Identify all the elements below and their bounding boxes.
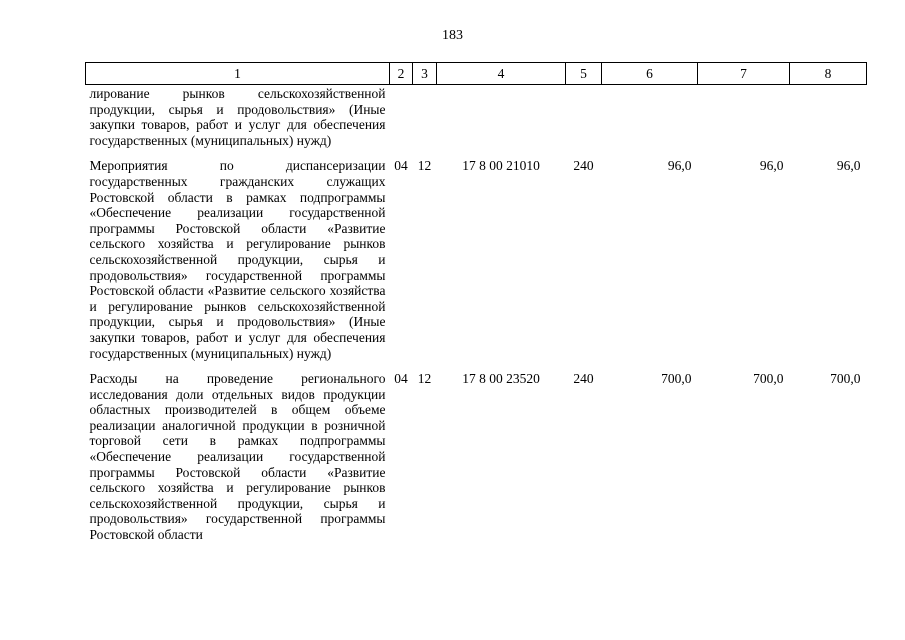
row-amount-year-2: 700,0 [753,371,784,387]
row-target-code: 17 8 00 23520 [462,371,540,387]
table-row [86,361,867,543]
page-number: 183 [442,28,463,43]
table-row [86,148,867,361]
row-amount-year-1: 96,0 [667,158,692,174]
row-subsection-code: 12 [417,158,432,174]
row-description: Мероприятия по диспансеризации государственных гражданских служащих Ростовской области в рамках подпрограммы «Обеспечение реализации государственной программы Ростовской области «Развитие сельского хозяйства и регулирование рынков сельскохозяйственной продукции, сырья и продовольствия» государственной программы Ростовской области «Развитие сельского хозяйства и регулирование рынков сельскохозяйственной продукции, сырья и продовольствия» (Иные закупки товаров, работ и услуг для обеспечения государственных (муниципальных) нужд) [89,158,386,361]
row-description: Расходы на проведение регионального исследования доли отдельных видов продукции областных производителей в общем объеме реализации аналогичной продукции в розничной торговой сети в рамках подпрограммы «Обеспечение реализации государственной программы Ростовской области «Развитие сельского хозяйства и регулирование рынков сельскохозяйственной продукции, сырья и продовольствия» государственной программы Ростовской области [89,371,386,543]
column-header-3: 3 [413,63,437,85]
row-expense-type-code: 240 [573,371,594,387]
column-header-8: 8 [790,63,867,85]
row-amount-year-3: 96,0 [836,158,861,174]
row-section-code [390,85,413,149]
column-header-4: 4 [437,63,566,85]
row-amount-year-2 [698,85,790,149]
row-section-code: 04 [394,158,408,174]
row-amount-year-3 [790,85,867,149]
row-amount-year-2: 96,0 [759,158,784,174]
row-section-code: 04 [394,371,408,387]
column-header-6: 6 [602,63,698,85]
table-row [86,85,867,149]
row-target-code: 17 8 00 21010 [462,158,540,174]
column-header-2: 2 [390,63,413,85]
row-target-code [437,85,566,149]
row-amount-year-1: 700,0 [661,371,692,387]
column-header-5: 5 [566,63,602,85]
row-subsection-code [413,85,437,149]
row-description: лирование рынков сельскохозяйственной продукции, сырья и продовольствия» (Иные закупки товаров, работ и услуг для обеспечения государственных (муниципальных) нужд) [89,86,386,148]
column-header-1: 1 [86,63,390,85]
budget-table [85,62,867,543]
row-subsection-code: 12 [417,371,432,387]
row-expense-type-code: 240 [573,158,594,174]
row-amount-year-3: 700,0 [830,371,861,387]
header-row [86,63,867,85]
row-amount-year-1 [602,85,698,149]
column-header-7: 7 [698,63,790,85]
row-expense-type-code [566,85,602,149]
